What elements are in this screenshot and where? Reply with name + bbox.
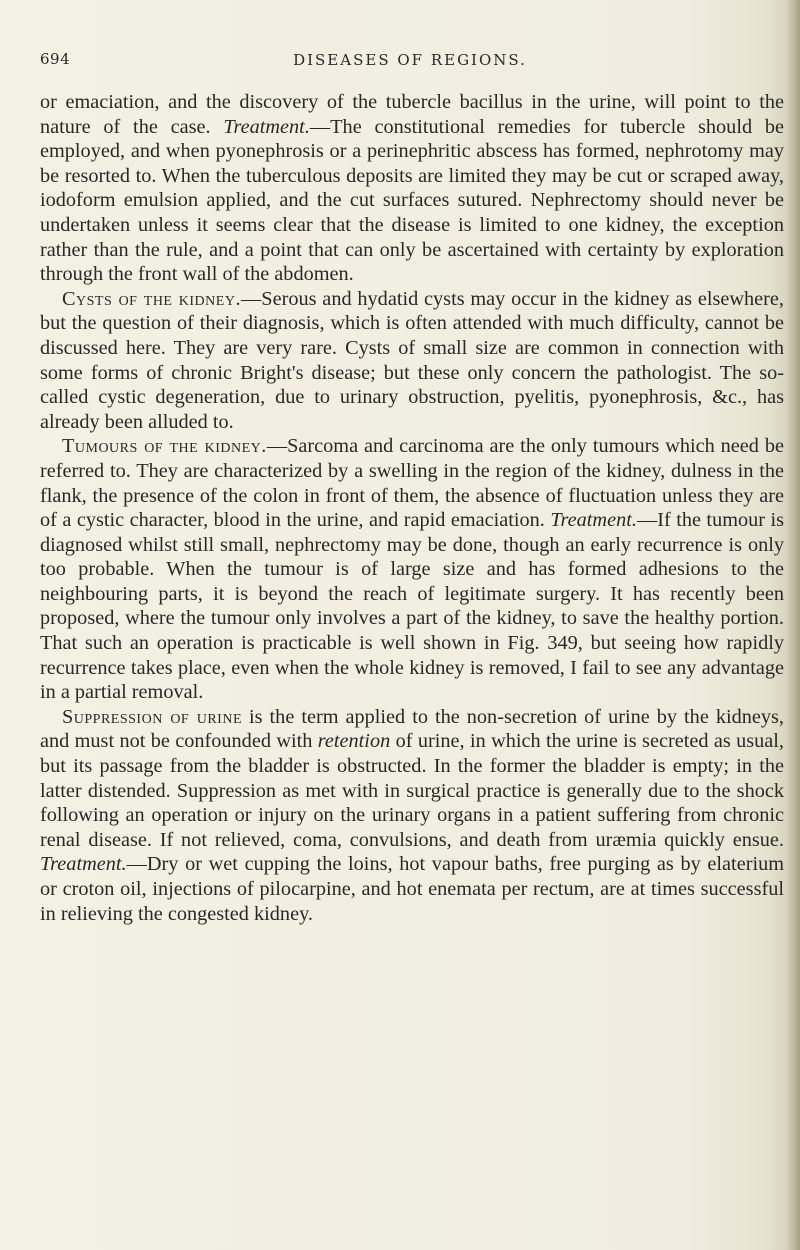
treatment-label: Treatment. bbox=[550, 509, 637, 532]
paragraph-text: —Sarcoma and carcinoma are the only tumours which need be referred to. They are characterized by a swelling in the region of the kidney, dulness in the flank, the presence of the colon in front of them, the absence of fluctuation unless they are of a cystic character, blood in the urine, and rapid emaciation. bbox=[40, 435, 784, 532]
section-heading-suppression: Suppression of urine bbox=[62, 705, 242, 728]
page-number: 694 bbox=[40, 50, 71, 68]
paragraph-tuberculous-treatment bbox=[40, 90, 784, 287]
paragraph-tumours bbox=[40, 434, 784, 705]
page-header bbox=[40, 50, 780, 80]
body-text bbox=[40, 90, 784, 926]
paragraph-text: —If the tumour is diagnosed whilst still small, nephrectomy may be done, though an early recurrence is only too probable. When the tumour is of large size and has formed adhesions to the neighbouring parts, it is beyond the reach of legitimate surgery. It has recently been proposed, where the tumour only involves a part of the kidney, to save the healthy portion. That such an operation is practicable is well shown in Fig. 349, but seeing how rapidly recurrence takes place, even when the whole kidney is removed, I fail to see any advantage in a partial removal. bbox=[40, 509, 785, 704]
running-head: DISEASES OF REGIONS. bbox=[293, 51, 527, 69]
section-heading-tumours: Tumours of the kidney. bbox=[62, 435, 267, 458]
paragraph-suppression bbox=[40, 705, 784, 926]
treatment-label: Treatment. bbox=[40, 853, 127, 876]
paragraph-text: or emaciation, and the discovery of the tubercle bacillus in the urine, will point to the nature of the case. bbox=[40, 91, 784, 138]
italic-term-retention: retention bbox=[317, 730, 391, 753]
treatment-label: Treatment. bbox=[223, 115, 310, 138]
paragraph-text: —Dry or wet cupping the loins, hot vapour baths, free purging as by elaterium or croton oil, injections of pilocarpine, and hot enemata per rectum, are at times successful in relieving the congested kidney. bbox=[40, 853, 784, 925]
paragraph-text: —Serous and hydatid cysts may occur in the kidney as elsewhere, but the question of their diagnosis, which is often attended with much difficulty, cannot be discussed here. They are very rare. Cysts of small size are common in connection with some forms of chronic Bright's disease; but these only concern the pathologist. The so-called cystic degeneration, due to urinary obstruction, pyelitis, pyonephrosis, &c., has already been alluded to. bbox=[40, 287, 784, 433]
page-edge-shadow bbox=[786, 0, 800, 1250]
paragraph-text: is the term applied to the non-secretion of urine by the kidneys, and must not be confounded with bbox=[40, 705, 784, 753]
paragraph-text: —The constitutional remedies for tubercle should be employed, and when pyonephrosis or a perinephritic abscess has formed, nephrotomy may be resorted to. When the tuberculous deposits are limited they may be cut or scraped away, iodoform emulsion applied, and the cut surfaces sutured. Nephrectomy should never be undertaken unless it seems clear that the disease is limited to one kidney, the exception rather than the rule, and a point that can only be ascertained with certainty by exploration through the front wall of the abdomen. bbox=[40, 115, 784, 286]
section-heading-cysts: Cysts of the kidney. bbox=[62, 287, 242, 310]
paragraph-cysts bbox=[40, 287, 784, 435]
paragraph-text: of urine, in which the urine is secreted as usual, but its passage from the bladder is obstructed. In the former the bladder is empty; in the latter distended. Suppression as met with in surgical practice is generally due to the shock following an operation or injury on the urinary organs in a patient suffering from chronic renal disease. If not relieved, coma, convulsions, and death from uræmia quickly ensue. bbox=[40, 730, 784, 851]
